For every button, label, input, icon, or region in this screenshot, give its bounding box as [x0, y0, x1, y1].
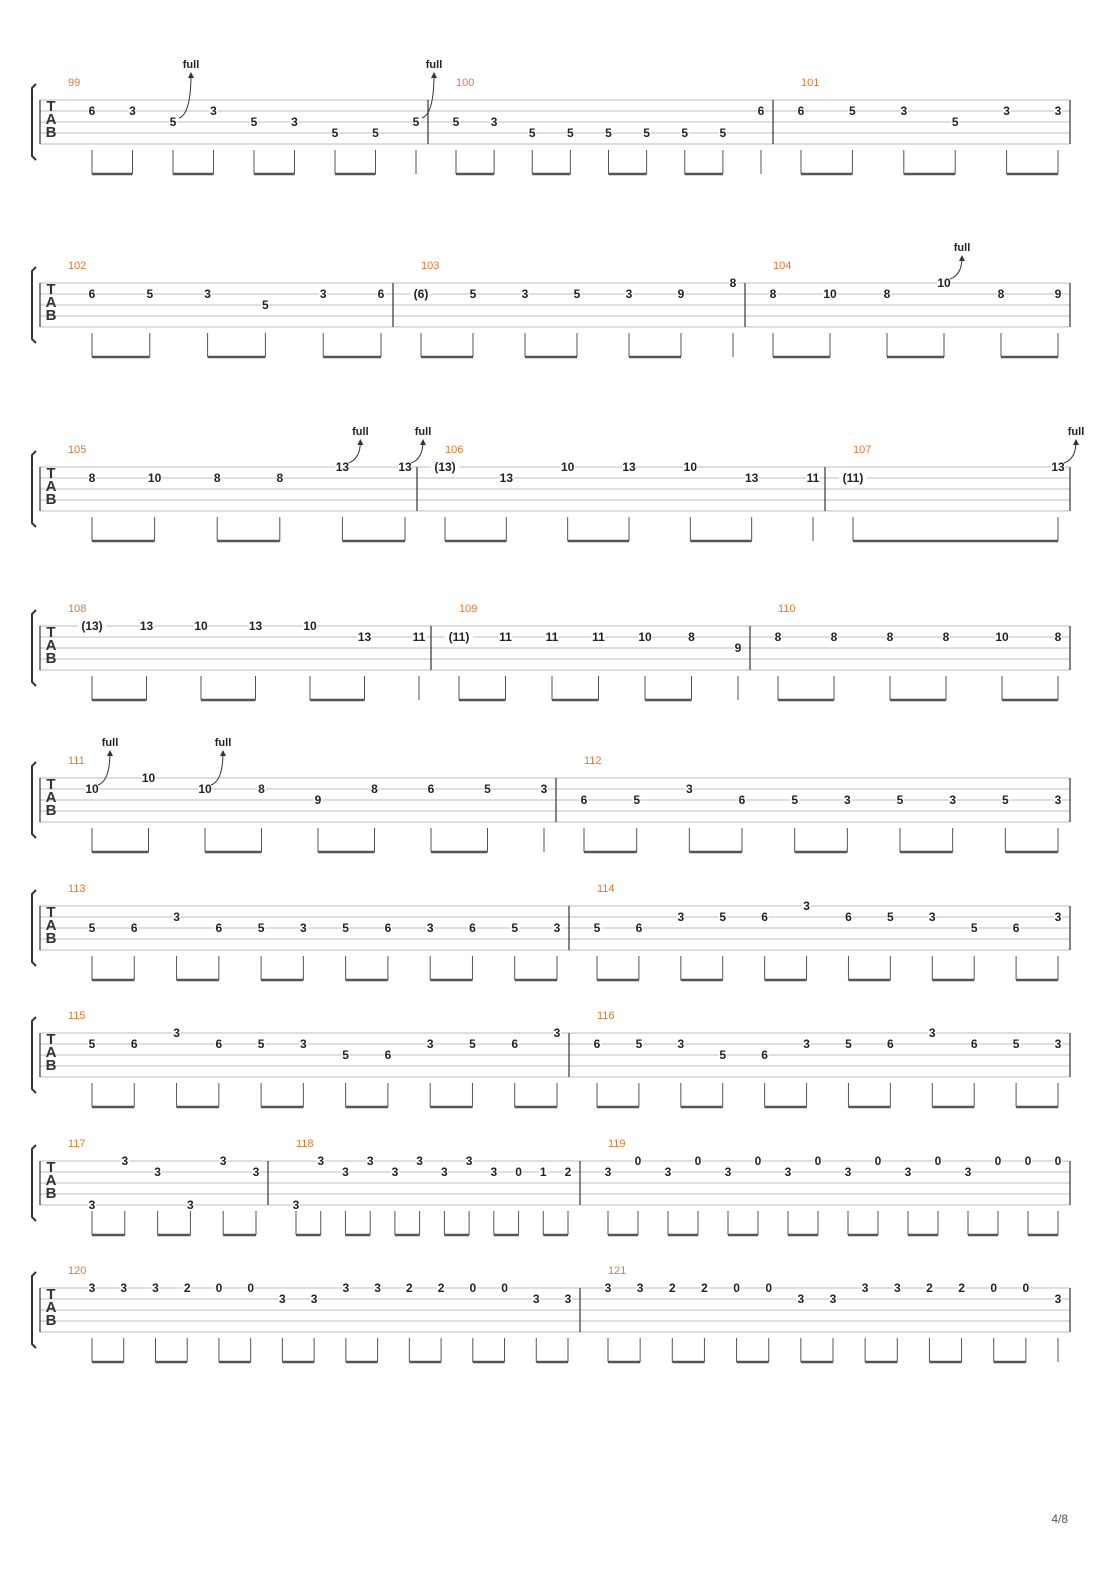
tab-system [32, 59, 1070, 174]
fret-number: 13 [357, 630, 372, 644]
fret-number: (11) [842, 471, 864, 485]
system-bracket [32, 1145, 36, 1221]
fret-number: 5 [1012, 1037, 1020, 1051]
fret-number: 13 [1051, 460, 1065, 474]
fret-number: 10 [638, 630, 652, 644]
fret-number: 3 [928, 1026, 936, 1040]
bend-label: full [352, 426, 369, 438]
fret-number: 9 [1054, 287, 1062, 301]
fret-number: 5 [633, 793, 641, 807]
tab-clef-letter: B [45, 802, 57, 819]
bend-label: full [414, 426, 432, 438]
tab-clef-letter: T [46, 281, 56, 298]
fret-number: 3 [300, 1037, 307, 1051]
fret-number: 11 [412, 630, 426, 644]
fret-number: 6 [130, 1037, 138, 1051]
fret-number: 13 [335, 460, 350, 474]
system-bracket [32, 890, 36, 966]
fret-number: 3 [1054, 793, 1062, 807]
system-bracket [32, 451, 36, 527]
fret-number: 0 [501, 1281, 508, 1295]
tab-clef-letter: T [46, 904, 56, 921]
fret-number: 3 [366, 1154, 374, 1168]
measure-number: 108 [68, 603, 87, 615]
fret-number: 11 [806, 471, 820, 485]
fret-number: 0 [247, 1281, 255, 1295]
fret-number: 10 [198, 782, 212, 796]
fret-number: 5 [635, 1037, 643, 1051]
fret-number: 8 [886, 630, 894, 644]
bend-arrowhead [959, 255, 965, 261]
fret-number: 3 [342, 1165, 349, 1179]
measure-number: 116 [597, 1010, 615, 1022]
fret-number: 6 [215, 921, 223, 935]
fret-number: 3 [210, 104, 217, 118]
fret-number: 0 [215, 1281, 223, 1295]
fret-number: 3 [1054, 910, 1062, 924]
fret-number: 13 [622, 460, 636, 474]
fret-number: 3 [300, 921, 307, 935]
fret-number: 3 [904, 1165, 912, 1179]
tab-system [32, 1010, 1070, 1107]
bend-label: full [425, 59, 443, 71]
tab-clef-letter: A [45, 1172, 57, 1189]
tab-clef-letter: T [46, 1031, 56, 1048]
fret-number: 6 [130, 921, 138, 935]
fret-number: 3 [803, 899, 810, 913]
fret-number: 3 [521, 287, 529, 301]
fret-number: 6 [427, 782, 435, 796]
fret-number: 6 [469, 921, 476, 935]
tab-clef-letter: T [46, 1159, 56, 1176]
fret-number: 5 [484, 782, 491, 796]
fret-number: 10 [937, 276, 951, 290]
fret-number: 5 [643, 126, 650, 140]
fret-number: 6 [757, 104, 765, 118]
fret-number: 3 [949, 793, 957, 807]
fret-number: 13 [398, 460, 412, 474]
fret-number: 3 [861, 1281, 869, 1295]
fret-number: 5 [970, 921, 978, 935]
measure-number: 107 [853, 444, 872, 456]
fret-number: 6 [580, 793, 588, 807]
fret-number: 0 [515, 1165, 522, 1179]
fret-number: 3 [532, 1292, 540, 1306]
fret-number: 3 [319, 287, 327, 301]
fret-number: 0 [874, 1154, 882, 1168]
fret-number: 9 [734, 641, 742, 655]
fret-number: 3 [129, 104, 136, 118]
fret-number: (13) [434, 460, 456, 474]
fret-number: 8 [258, 782, 265, 796]
fret-number: 3 [604, 1281, 612, 1295]
tab-clef-letter: A [45, 917, 57, 934]
fret-number: 3 [664, 1165, 672, 1179]
fret-number: 6 [761, 910, 768, 924]
fret-number: 3 [1003, 104, 1010, 118]
fret-number: 3 [724, 1165, 732, 1179]
fret-number: 3 [893, 1281, 901, 1295]
tab-clef-letter: T [46, 776, 56, 793]
tab-clef-letter: B [45, 1057, 57, 1074]
fret-number: 5 [250, 115, 258, 129]
fret-number: 3 [317, 1154, 325, 1168]
bend-label: full [214, 737, 232, 749]
bend-arrowhead [420, 439, 426, 445]
tab-system [32, 1138, 1070, 1235]
fret-number: 10 [85, 782, 99, 796]
system-bracket [32, 762, 36, 838]
fret-number: 5 [791, 793, 799, 807]
fret-number: 5 [511, 921, 519, 935]
tab-clef-letter: A [45, 789, 57, 806]
fret-number: 8 [942, 630, 950, 644]
fret-number: 3 [416, 1154, 423, 1168]
measure-number: 113 [68, 883, 86, 895]
fret-number: 0 [1024, 1154, 1032, 1168]
measure-number: 114 [597, 883, 615, 895]
fret-number: 3 [187, 1198, 194, 1212]
tab-clef-letter: T [46, 98, 56, 115]
fret-number: 5 [593, 921, 601, 935]
fret-number: 5 [469, 287, 477, 301]
fret-number: 3 [391, 1165, 399, 1179]
fret-number: 8 [688, 630, 695, 644]
fret-number: 6 [887, 1037, 894, 1051]
bend-label: full [953, 242, 971, 254]
fret-number: 5 [849, 104, 856, 118]
tab-clef-letter: B [45, 650, 57, 667]
bend-curve [211, 752, 223, 785]
tab-clef-letter: A [45, 1299, 57, 1316]
fret-number: 6 [845, 910, 852, 924]
fret-number: 5 [342, 1048, 349, 1062]
fret-number: 3 [604, 1165, 612, 1179]
fret-number: 3 [540, 782, 548, 796]
tab-clef-letter: A [45, 637, 57, 654]
fret-number: 3 [291, 115, 298, 129]
measure-number: 112 [584, 755, 602, 767]
tab-clef-letter: T [46, 1286, 56, 1303]
tab-clef-letter: B [45, 307, 57, 324]
fret-number: 2 [701, 1281, 708, 1295]
bend-arrowhead [220, 750, 226, 756]
bend-label: full [101, 737, 119, 749]
tab-system [32, 603, 1070, 700]
fret-number: 10 [995, 630, 1009, 644]
fret-number: 3 [173, 1026, 180, 1040]
fret-number: 11 [592, 630, 605, 644]
fret-number: 3 [553, 1026, 561, 1040]
fret-number: 2 [958, 1281, 965, 1295]
fret-number: 1 [539, 1165, 547, 1179]
fret-number: 5 [567, 126, 574, 140]
fret-number: 3 [342, 1281, 350, 1295]
fret-number: 6 [1012, 921, 1020, 935]
fret-number: 2 [564, 1165, 572, 1179]
fret-number: 5 [845, 1037, 852, 1051]
fret-number: 3 [121, 1154, 129, 1168]
fret-number: 3 [1054, 1037, 1062, 1051]
tab-clef-letter: B [45, 1185, 57, 1202]
measure-number: 111 [68, 755, 85, 767]
tab-clef-letter: A [45, 1044, 57, 1061]
tab-system [32, 1265, 1070, 1362]
fret-number: 3 [88, 1281, 96, 1295]
fret-number: 0 [469, 1281, 477, 1295]
fret-number: 3 [964, 1165, 972, 1179]
bend-label: full [182, 59, 200, 71]
fret-number: 0 [733, 1281, 740, 1295]
tab-clef-letter: B [45, 491, 57, 508]
fret-number: 3 [465, 1154, 473, 1168]
fret-number: 3 [900, 104, 908, 118]
fret-number: (6) [413, 287, 429, 301]
fret-number: 2 [405, 1281, 413, 1295]
bend-arrowhead [107, 750, 113, 756]
measure-number: 115 [68, 1010, 86, 1022]
fret-number: 3 [88, 1198, 96, 1212]
fret-number: 5 [88, 921, 96, 935]
fret-number: 3 [490, 115, 498, 129]
fret-number: 8 [371, 782, 378, 796]
fret-number: 3 [310, 1292, 318, 1306]
fret-number: 0 [634, 1154, 642, 1168]
fret-number: 5 [412, 115, 420, 129]
fret-number: 13 [499, 471, 514, 485]
fret-number: 8 [1054, 630, 1062, 644]
fret-number: 5 [681, 126, 689, 140]
tab-system [32, 883, 1070, 980]
fret-number: 0 [1054, 1154, 1062, 1168]
measure-number: 100 [456, 77, 475, 89]
fret-number: 5 [887, 910, 894, 924]
tab-clef-letter: T [46, 465, 56, 482]
fret-number: 6 [88, 104, 96, 118]
fret-number: 3 [279, 1292, 286, 1306]
fret-number: 3 [797, 1292, 805, 1306]
fret-number: 10 [141, 771, 156, 785]
fret-number: (13) [81, 619, 103, 633]
measure-number: 118 [296, 1138, 314, 1150]
bend-arrowhead [431, 72, 437, 78]
fret-number: 3 [374, 1281, 381, 1295]
fret-number: 6 [738, 793, 746, 807]
fret-number: 0 [694, 1154, 702, 1168]
tab-clef-letter: B [45, 930, 57, 947]
fret-number: 3 [252, 1165, 260, 1179]
fret-number: 8 [997, 287, 1005, 301]
measure-number: 102 [68, 260, 87, 272]
measure-number: 101 [801, 77, 820, 89]
bend-label: full [1067, 426, 1085, 438]
fret-number: 5 [452, 115, 460, 129]
tab-clef-letter: A [45, 294, 57, 311]
fret-number: 3 [564, 1292, 572, 1306]
fret-number: 0 [990, 1281, 998, 1295]
fret-number: 13 [744, 471, 759, 485]
fret-number: 3 [173, 910, 180, 924]
fret-number: 3 [843, 793, 851, 807]
fret-number: 11 [499, 630, 512, 644]
fret-number: 5 [257, 921, 265, 935]
tab-clef-letter: B [45, 124, 57, 141]
fret-number: 3 [152, 1281, 159, 1295]
fret-number: 6 [377, 287, 385, 301]
fret-number: 3 [928, 910, 936, 924]
measure-number: 120 [68, 1265, 87, 1277]
measure-number: 104 [773, 260, 792, 272]
measure-number: 109 [459, 603, 478, 615]
fret-number: 2 [926, 1281, 933, 1295]
fret-number: 8 [769, 287, 777, 301]
fret-number: 8 [883, 287, 891, 301]
fret-number: 3 [426, 1037, 434, 1051]
bend-arrowhead [357, 439, 363, 445]
measure-number: 110 [778, 603, 796, 615]
fret-number: 0 [994, 1154, 1002, 1168]
fret-number: 3 [625, 287, 633, 301]
measure-number: 105 [68, 444, 87, 456]
fret-number: 3 [490, 1165, 498, 1179]
bend-arrowhead [1073, 439, 1079, 445]
fret-number: 3 [219, 1154, 227, 1168]
fret-number: 6 [797, 104, 805, 118]
fret-number: 10 [194, 619, 208, 633]
fret-number: 5 [257, 1037, 265, 1051]
fret-number: 6 [635, 921, 643, 935]
fret-number: 9 [314, 793, 322, 807]
tab-system [32, 242, 1070, 357]
measure-number: 119 [608, 1138, 626, 1150]
measure-number: 117 [68, 1138, 86, 1150]
fret-number: 6 [970, 1037, 978, 1051]
fret-number: 0 [765, 1281, 773, 1295]
fret-number: 8 [830, 630, 838, 644]
fret-number: 8 [213, 471, 221, 485]
measure-number: 99 [68, 77, 81, 89]
fret-number: 3 [154, 1165, 161, 1179]
fret-number: 3 [784, 1165, 792, 1179]
fret-number: 3 [829, 1292, 837, 1306]
tab-clef-letter: T [46, 624, 56, 641]
fret-number: 10 [303, 619, 317, 633]
tab-system [32, 426, 1084, 541]
system-bracket [32, 1272, 36, 1348]
fret-number: 5 [719, 1048, 727, 1062]
fret-number: 3 [803, 1037, 810, 1051]
fret-number: 3 [1054, 1292, 1062, 1306]
fret-number: 2 [668, 1281, 676, 1295]
fret-number: 6 [761, 1048, 768, 1062]
fret-number: 8 [729, 276, 737, 290]
fret-number: 5 [331, 126, 339, 140]
fret-number: 5 [372, 126, 379, 140]
tab-clef-letter: A [45, 478, 57, 495]
system-bracket [32, 84, 36, 160]
tab-clef-letter: B [45, 1312, 57, 1329]
fret-number: 10 [823, 287, 837, 301]
fret-number: 6 [384, 921, 392, 935]
fret-number: 13 [248, 619, 263, 633]
fret-number: 5 [605, 126, 612, 140]
fret-number: 13 [139, 619, 154, 633]
fret-number: 0 [754, 1154, 762, 1168]
fret-number: 5 [719, 126, 727, 140]
fret-number: 8 [276, 471, 284, 485]
fret-number: 6 [215, 1037, 223, 1051]
fret-number: 6 [384, 1048, 392, 1062]
fret-number: 3 [426, 921, 434, 935]
system-bracket [32, 267, 36, 343]
fret-number: 5 [88, 1037, 96, 1051]
fret-number: 5 [1001, 793, 1009, 807]
fret-number: 5 [528, 126, 536, 140]
system-bracket [32, 610, 36, 686]
fret-number: 5 [573, 287, 581, 301]
fret-number: 5 [469, 1037, 476, 1051]
fret-number: 10 [560, 460, 575, 474]
measure-number: 103 [421, 260, 440, 272]
fret-number: 3 [441, 1165, 448, 1179]
fret-number: 6 [88, 287, 96, 301]
fret-number: 5 [951, 115, 959, 129]
fret-number: 2 [437, 1281, 445, 1295]
fret-number: 3 [553, 921, 561, 935]
fret-number: 3 [204, 287, 211, 301]
bend-curve [98, 752, 110, 785]
measure-number: 106 [445, 444, 464, 456]
tab-system [32, 737, 1070, 852]
fret-number: 5 [262, 298, 269, 312]
fret-number: 11 [545, 630, 559, 644]
fret-number: 9 [677, 287, 685, 301]
fret-number: 5 [146, 287, 154, 301]
fret-number: 10 [683, 460, 698, 474]
fret-number: 3 [292, 1198, 300, 1212]
fret-number: 8 [774, 630, 782, 644]
fret-number: 5 [169, 115, 177, 129]
tab-clef-letter: A [45, 111, 57, 128]
fret-number: 2 [183, 1281, 191, 1295]
fret-number: 5 [896, 793, 904, 807]
fret-number: 0 [934, 1154, 942, 1168]
fret-number: 3 [677, 910, 685, 924]
bend-arrowhead [188, 72, 194, 78]
fret-number: 8 [88, 471, 96, 485]
measure-number: 121 [608, 1265, 627, 1277]
fret-number: 6 [511, 1037, 519, 1051]
page-number: 4/8 [1051, 1512, 1068, 1526]
fret-number: 5 [719, 910, 727, 924]
fret-number: 3 [120, 1281, 128, 1295]
fret-number: 5 [342, 921, 349, 935]
fret-number: 0 [814, 1154, 822, 1168]
fret-number: 3 [844, 1165, 852, 1179]
fret-number: 0 [1022, 1281, 1030, 1295]
fret-number: 3 [636, 1281, 644, 1295]
fret-number: 3 [677, 1037, 685, 1051]
system-bracket [32, 1017, 36, 1093]
fret-number: (11) [448, 630, 470, 644]
fret-number: 3 [1054, 104, 1062, 118]
fret-number: 6 [593, 1037, 601, 1051]
fret-number: 10 [147, 471, 162, 485]
fret-number: 3 [685, 782, 693, 796]
